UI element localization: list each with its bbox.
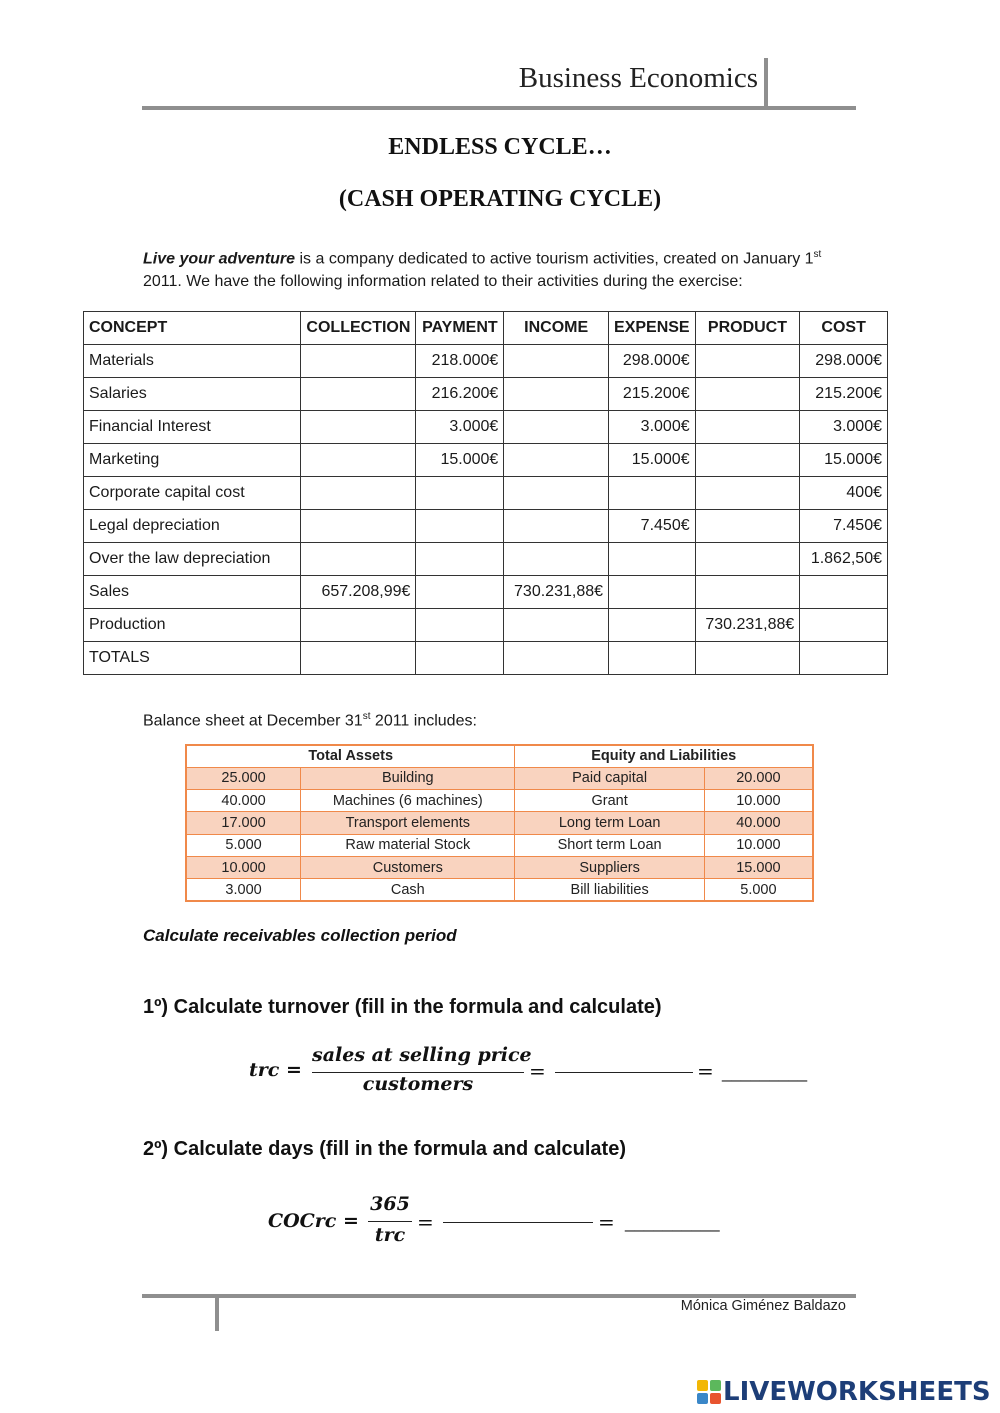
liveworksheets-logo-icon xyxy=(697,1380,721,1404)
value-cell: 215.200€ xyxy=(800,378,888,411)
step1-numerator: sales at selling price xyxy=(312,1044,532,1066)
value-cell[interactable] xyxy=(609,543,696,576)
concept-cell: Over the law depreciation xyxy=(84,543,301,576)
value-cell: 400€ xyxy=(800,477,888,510)
value-cell[interactable] xyxy=(609,609,696,642)
table-row xyxy=(84,444,888,477)
assets-header: Total Assets xyxy=(186,745,515,767)
liability-amount: 40.000 xyxy=(704,812,813,834)
value-cell: 730.231,88€ xyxy=(504,576,609,609)
value-cell[interactable] xyxy=(416,477,504,510)
value-cell: 216.200€ xyxy=(416,378,504,411)
concept-cell: Legal depreciation xyxy=(84,510,301,543)
balance-row xyxy=(186,812,813,834)
value-cell[interactable] xyxy=(416,609,504,642)
col-header: PAYMENT xyxy=(416,312,504,345)
value-cell[interactable] xyxy=(504,609,609,642)
intro-paragraph xyxy=(143,243,873,293)
balance-row xyxy=(186,790,813,812)
asset-item: Cash xyxy=(301,879,515,901)
liability-amount: 15.000 xyxy=(704,856,813,878)
intro-text-1: is a company dedicated to active tourism activities, created on January 1 xyxy=(295,250,814,268)
liability-item: Suppliers xyxy=(515,856,704,878)
col-header: EXPENSE xyxy=(609,312,696,345)
value-cell[interactable] xyxy=(416,576,504,609)
step1-lhs: trc = xyxy=(249,1059,302,1081)
table-header-row xyxy=(84,312,888,345)
value-cell[interactable] xyxy=(504,477,609,510)
value-cell: 7.450€ xyxy=(800,510,888,543)
concept-cell: Financial Interest xyxy=(84,411,301,444)
col-header: COST xyxy=(800,312,888,345)
asset-amount: 17.000 xyxy=(186,812,301,834)
value-cell[interactable] xyxy=(301,477,416,510)
intro-sup: st xyxy=(813,249,822,260)
footer-divider-vertical xyxy=(215,1296,219,1331)
asset-item: Building xyxy=(301,767,515,789)
step2-fraction-bar xyxy=(368,1221,412,1222)
table-row xyxy=(84,576,888,609)
value-cell[interactable] xyxy=(609,477,696,510)
table-row xyxy=(84,510,888,543)
value-cell: 3.000€ xyxy=(416,411,504,444)
value-cell: 15.000€ xyxy=(609,444,696,477)
value-cell[interactable] xyxy=(695,345,800,378)
asset-amount: 3.000 xyxy=(186,879,301,901)
col-header: CONCEPT xyxy=(84,312,301,345)
value-cell[interactable] xyxy=(695,444,800,477)
liability-item: Paid capital xyxy=(515,767,704,789)
activity-table xyxy=(83,311,888,675)
value-cell[interactable] xyxy=(301,642,416,675)
asset-item: Machines (6 machines) xyxy=(301,790,515,812)
value-cell[interactable] xyxy=(800,609,888,642)
value-cell[interactable] xyxy=(504,543,609,576)
step2-result-blank[interactable]: __________ xyxy=(625,1213,720,1232)
step1-denominator: customers xyxy=(362,1073,474,1095)
value-cell[interactable] xyxy=(504,444,609,477)
step1-result-blank[interactable]: _________ xyxy=(722,1063,808,1082)
value-cell: 298.000€ xyxy=(800,345,888,378)
author-name: Mónica Giménez Baldazo xyxy=(680,1298,846,1314)
col-header: COLLECTION xyxy=(301,312,416,345)
value-cell[interactable] xyxy=(695,543,800,576)
value-cell[interactable] xyxy=(695,378,800,411)
step2-equals: = xyxy=(417,1210,434,1234)
value-cell[interactable] xyxy=(301,378,416,411)
value-cell: 730.231,88€ xyxy=(695,609,800,642)
section-label: Calculate receivables collection period xyxy=(143,926,457,945)
concept-cell: Sales xyxy=(84,576,301,609)
liability-amount: 10.000 xyxy=(704,790,813,812)
step2-numerator: 365 xyxy=(370,1193,410,1215)
value-cell[interactable] xyxy=(301,543,416,576)
value-cell[interactable] xyxy=(504,345,609,378)
value-cell[interactable] xyxy=(301,411,416,444)
value-cell: 15.000€ xyxy=(416,444,504,477)
intro-text-2: 2011. We have the following information related to their activities during the exercise: xyxy=(143,273,743,291)
value-cell: 3.000€ xyxy=(800,411,888,444)
value-cell[interactable] xyxy=(301,510,416,543)
value-cell[interactable] xyxy=(301,345,416,378)
balance-row xyxy=(186,879,813,901)
step1-heading: 1º) Calculate turnover (fill in the formula and calculate) xyxy=(143,996,662,1018)
step2-lhs: COCrc = xyxy=(268,1210,359,1232)
liability-item: Long term Loan xyxy=(515,812,704,834)
value-cell[interactable] xyxy=(800,576,888,609)
table-row xyxy=(84,345,888,378)
asset-amount: 40.000 xyxy=(186,790,301,812)
value-cell[interactable] xyxy=(695,510,800,543)
col-header: INCOME xyxy=(504,312,609,345)
concept-cell: Production xyxy=(84,609,301,642)
table-row xyxy=(84,609,888,642)
value-cell[interactable] xyxy=(695,477,800,510)
balance-row xyxy=(186,767,813,789)
value-cell: 15.000€ xyxy=(800,444,888,477)
value-cell[interactable] xyxy=(695,576,800,609)
value-cell[interactable] xyxy=(695,411,800,444)
header-divider-vertical xyxy=(764,58,768,108)
step2-heading: 2º) Calculate days (fill in the formula and calculate) xyxy=(143,1138,626,1160)
value-cell[interactable] xyxy=(504,411,609,444)
step1-equals-2: = xyxy=(697,1059,714,1083)
value-cell[interactable] xyxy=(695,642,800,675)
table-row xyxy=(84,477,888,510)
company-name: Live your adventure xyxy=(143,250,296,268)
table-row xyxy=(84,378,888,411)
balance-intro xyxy=(143,711,477,730)
brand-name: LIVEWORKSHEETS xyxy=(723,1377,991,1407)
concept-cell: TOTALS xyxy=(84,642,301,675)
header-title: Business Economics xyxy=(518,62,758,94)
value-cell[interactable] xyxy=(301,609,416,642)
step1-blank-fraction[interactable] xyxy=(555,1072,693,1073)
balance-intro-pre: Balance sheet at December 31 xyxy=(143,712,363,730)
concept-cell: Marketing xyxy=(84,444,301,477)
value-cell[interactable] xyxy=(416,642,504,675)
value-cell[interactable] xyxy=(504,510,609,543)
asset-item: Raw material Stock xyxy=(301,834,515,856)
value-cell[interactable] xyxy=(800,642,888,675)
table-row xyxy=(84,642,888,675)
liability-amount: 5.000 xyxy=(704,879,813,901)
liability-item: Bill liabilities xyxy=(515,879,704,901)
balance-row xyxy=(186,834,813,856)
liability-amount: 10.000 xyxy=(704,834,813,856)
value-cell[interactable] xyxy=(609,576,696,609)
liability-item: Short term Loan xyxy=(515,834,704,856)
value-cell[interactable] xyxy=(416,543,504,576)
step2-equals-2: = xyxy=(598,1210,615,1234)
liability-amount: 20.000 xyxy=(704,767,813,789)
asset-amount: 5.000 xyxy=(186,834,301,856)
balance-sheet-table xyxy=(185,744,814,902)
value-cell: 1.862,50€ xyxy=(800,543,888,576)
value-cell: 298.000€ xyxy=(609,345,696,378)
step2-blank-fraction[interactable] xyxy=(443,1222,593,1223)
concept-cell: Corporate capital cost xyxy=(84,477,301,510)
liabilities-header: Equity and Liabilities xyxy=(515,745,813,767)
table-row xyxy=(84,411,888,444)
value-cell[interactable] xyxy=(504,378,609,411)
value-cell: 218.000€ xyxy=(416,345,504,378)
value-cell: 3.000€ xyxy=(609,411,696,444)
concept-cell: Materials xyxy=(84,345,301,378)
asset-amount: 25.000 xyxy=(186,767,301,789)
balance-intro-sup: st xyxy=(362,711,371,722)
value-cell: 657.208,99€ xyxy=(301,576,416,609)
asset-amount: 10.000 xyxy=(186,856,301,878)
page-subtitle: (CASH OPERATING CYCLE) xyxy=(338,186,662,212)
header-divider xyxy=(142,106,856,110)
step2-denominator: trc xyxy=(374,1224,406,1246)
liability-item: Grant xyxy=(515,790,704,812)
value-cell[interactable] xyxy=(504,642,609,675)
concept-cell: Salaries xyxy=(84,378,301,411)
value-cell: 7.450€ xyxy=(609,510,696,543)
balance-header-row xyxy=(186,745,813,767)
col-header: PRODUCT xyxy=(695,312,800,345)
table-row xyxy=(84,543,888,576)
value-cell[interactable] xyxy=(301,444,416,477)
asset-item: Customers xyxy=(301,856,515,878)
balance-row xyxy=(186,856,813,878)
value-cell[interactable] xyxy=(609,642,696,675)
value-cell: 215.200€ xyxy=(609,378,696,411)
asset-item: Transport elements xyxy=(301,812,515,834)
page-title: ENDLESS CYCLE… xyxy=(388,134,612,160)
balance-intro-post: 2011 includes: xyxy=(370,712,477,730)
step1-equals: = xyxy=(529,1059,546,1083)
value-cell[interactable] xyxy=(416,510,504,543)
